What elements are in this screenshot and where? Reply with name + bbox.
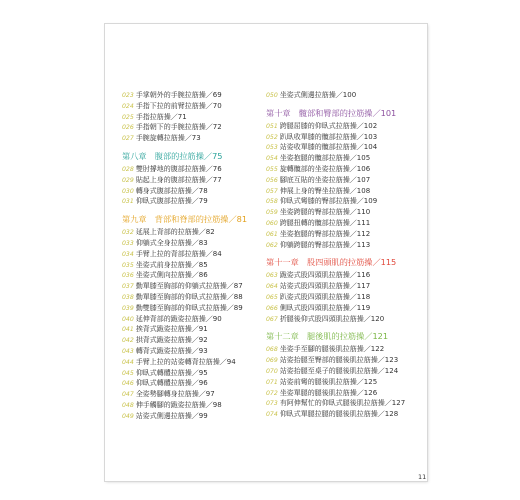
toc-left-column (122, 90, 247, 422)
entry-title: 仰臥式轉體拉筋操／95 (135, 368, 208, 377)
entry-title: 伸展上身的臀坐拉筋操／108 (279, 186, 371, 195)
entry-title: 側臥式股四頭肌拉筋操／119 (279, 303, 371, 312)
entry-title: 站姿抬腿至臀部的腿後肌拉筋操／123 (279, 356, 399, 365)
entry-number: 039 (122, 304, 134, 312)
entry-title: 手臂上拉的背部拉筋操／84 (135, 249, 222, 258)
entry-title: 仰臥式彎膝的臀部拉筋操／109 (279, 197, 378, 206)
toc-entry (266, 121, 405, 132)
entry-number: 051 (266, 122, 278, 130)
toc-entry (122, 292, 247, 303)
entry-number: 074 (266, 411, 278, 419)
toc-entry (266, 409, 405, 420)
toc-entry (122, 270, 247, 281)
entry-number: 027 (122, 135, 134, 143)
toc-entry (122, 346, 247, 357)
toc-entry (266, 292, 405, 303)
toc-entry (122, 357, 247, 368)
toc-entry (266, 175, 405, 186)
entry-number: 031 (122, 198, 134, 206)
entry-number: 028 (122, 165, 134, 173)
toc-entry (122, 411, 247, 422)
entry-number: 058 (266, 198, 278, 206)
chapter-heading: 第十一章 股四頭肌的拉筋操／115 (266, 257, 397, 268)
entry-title: 雙肘撐地的腹部拉筋操／76 (135, 164, 222, 173)
entry-number: 050 (266, 92, 278, 99)
entry-title: 手指拉筋操／71 (135, 112, 187, 121)
entry-number: 068 (266, 346, 278, 354)
entry-title: 勤單膝至胸部的仰臥式拉筋操／88 (135, 292, 243, 301)
toc-entry (122, 112, 247, 123)
entry-number: 023 (122, 92, 134, 99)
entry-title: 腳底互貼的坐姿拉筋操／107 (279, 175, 371, 184)
toc-entry (122, 335, 247, 346)
toc-entry (122, 101, 247, 112)
entry-title: 坐姿式側邊拉筋操／100 (279, 91, 357, 99)
entry-title: 仰躺式全身拉筋操／83 (135, 238, 208, 247)
entry-number: 066 (266, 304, 278, 312)
toc-entry (122, 196, 247, 207)
entry-number: 029 (122, 176, 134, 184)
toc-entry (122, 122, 247, 133)
entry-title: 旋轉髖部的坐姿拉筋操／106 (279, 164, 371, 173)
entry-number: 069 (266, 357, 278, 365)
entry-title: 勤單膝至胸部的仰躺式拉筋操／87 (135, 282, 243, 291)
toc-entry (122, 303, 247, 314)
entry-number: 033 (122, 239, 134, 247)
entry-title: 站姿前彎的腿後肌拉筋操／125 (279, 377, 378, 386)
toc-entry (266, 218, 405, 229)
entry-number: 038 (122, 293, 134, 301)
toc-entry (266, 90, 405, 101)
chapter-heading: 第八章 腹部的拉筋操／75 (122, 150, 223, 161)
entry-title: 坐姿式前身拉筋操／85 (135, 260, 208, 269)
chapter-heading: 第九章 背部和脊部的拉筋操／81 (122, 214, 248, 225)
toc-entry (266, 281, 405, 292)
entry-number: 065 (266, 293, 278, 301)
entry-title: 手指朝下的手腕拉筋操／72 (135, 123, 222, 132)
entry-title: 趴臥收單膝的髖部拉筋操／103 (279, 132, 378, 141)
entry-title: 轉身式腹部拉筋操／78 (135, 186, 208, 195)
toc-entry (266, 186, 405, 197)
entry-title: 站姿抬腿至桌子的腿後肌拉筋操／124 (279, 366, 399, 375)
entry-title: 站姿收單膝的髖部拉筋操／104 (279, 143, 378, 152)
entry-number: 046 (122, 380, 134, 388)
entry-number: 073 (266, 400, 278, 408)
entry-number: 047 (122, 391, 134, 399)
entry-number: 042 (122, 337, 134, 345)
entry-number: 072 (266, 389, 278, 397)
entry-title: 坐姿式側向拉筋操／86 (135, 271, 208, 280)
entry-title: 坐姿單腿的腿後肌拉筋操／126 (279, 388, 378, 397)
toc-entry (266, 314, 405, 325)
toc-entry (122, 378, 247, 389)
entry-title: 延展上背部的拉筋操／82 (135, 228, 215, 237)
entry-number: 060 (266, 219, 278, 227)
toc-entry (122, 175, 247, 186)
toc-entry (122, 389, 247, 400)
entry-number: 054 (266, 155, 278, 163)
entry-title: 站姿式股四頭肌拉筋操／117 (279, 282, 371, 291)
entry-number: 032 (122, 229, 134, 237)
entry-number: 053 (266, 144, 278, 152)
entry-title: 仰臥式單腿拉腿的腿後肌拉筋操／128 (279, 410, 399, 419)
toc-entry (266, 270, 405, 281)
toc-entry (266, 388, 405, 399)
entry-title: 跨腿屈膝的仰臥式拉筋操／102 (279, 121, 378, 130)
entry-title: 坐姿跨腿的臀部拉筋操／110 (279, 208, 371, 217)
toc-entry (122, 281, 247, 292)
toc-entry (266, 164, 405, 175)
entry-title: 延伸背部的跪姿拉筋操／90 (135, 314, 222, 323)
toc-entry (122, 400, 247, 411)
entry-number: 041 (122, 326, 134, 334)
entry-number: 063 (266, 272, 278, 280)
entry-title: 坐姿抱腿的臀部拉筋操／112 (279, 229, 371, 238)
entry-number: 067 (266, 315, 278, 323)
entry-number: 064 (266, 283, 278, 291)
entry-number: 035 (122, 261, 134, 269)
entry-number: 052 (266, 133, 278, 141)
toc-entry (266, 207, 405, 218)
entry-number: 026 (122, 124, 134, 132)
entry-number: 057 (266, 187, 278, 195)
page-number: 11 (418, 473, 427, 481)
toc-right-column (266, 90, 405, 420)
entry-number: 059 (266, 209, 278, 217)
toc-entry (122, 324, 247, 335)
entry-title: 貼起上身的腹部拉筋操／77 (135, 175, 222, 184)
chapter-heading: 第十二章 腿後肌的拉筋操／121 (266, 331, 389, 342)
toc-entry (122, 227, 247, 238)
toc-entry (122, 90, 247, 101)
toc-entry (266, 377, 405, 388)
entry-title: 手指下拉的前臂拉筋操／70 (135, 101, 222, 110)
toc-entry (266, 355, 405, 366)
toc-entry (122, 314, 247, 325)
entry-number: 056 (266, 176, 278, 184)
entry-number: 034 (122, 250, 134, 258)
entry-title: 伸手觸腳的跪姿拉筋操／98 (135, 400, 222, 409)
entry-number: 070 (266, 367, 278, 375)
entry-title: 有阿伸幫忙的仰臥式腿後肌拉筋操／127 (279, 399, 406, 408)
toc-entry (266, 240, 405, 251)
entry-title: 轉背式跪姿拉筋操／93 (135, 346, 208, 355)
entry-number: 025 (122, 113, 134, 121)
toc-entry (266, 229, 405, 240)
entry-number: 048 (122, 401, 134, 409)
toc-entry (122, 368, 247, 379)
toc-entry (266, 344, 405, 355)
entry-title: 仰躺跨腿的臀部拉筋操／113 (279, 240, 371, 249)
entry-title: 手腕旋轉拉筋操／73 (135, 134, 201, 143)
toc-entry (122, 186, 247, 197)
chapter-heading: 第十章 髖部和臀部的拉筋操／101 (266, 107, 397, 118)
entry-number: 049 (122, 412, 134, 420)
toc-entry (122, 238, 247, 249)
entry-title: 跪姿式股四頭肌拉筋操／116 (279, 271, 371, 280)
toc-entry (266, 142, 405, 153)
toc-entry (122, 249, 247, 260)
entry-title: 站姿式側邊拉筋操／99 (135, 411, 208, 420)
entry-number: 040 (122, 315, 134, 323)
entry-number: 030 (122, 187, 134, 195)
entry-title: 跨腿扭轉的髖部拉筋操／111 (279, 218, 371, 227)
entry-number: 024 (122, 102, 134, 110)
toc-entry (122, 260, 247, 271)
entry-number: 045 (122, 369, 134, 377)
entry-title: 挨背式跪姿拉筋操／91 (135, 325, 208, 334)
toc-entry (266, 366, 405, 377)
entry-number: 061 (266, 230, 278, 238)
entry-title: 坐姿抱腿的髖部拉筋操／105 (279, 154, 371, 163)
toc-entry (122, 133, 247, 144)
toc-entry (266, 153, 405, 164)
entry-title: 勤雙膝至胸部的仰臥式拉筋操／89 (135, 303, 243, 312)
entry-title: 坐姿手至腳的腿後肌拉筋操／122 (279, 345, 385, 354)
entry-title: 全姿勢腳轉身拉筋操／97 (135, 390, 215, 399)
entry-title: 手掌朝外的手腕拉筋操／69 (135, 91, 222, 99)
toc-entry (266, 196, 405, 207)
entry-title: 折腿後仰式股四頭肌拉筋操／120 (279, 314, 385, 323)
entry-number: 062 (266, 241, 278, 249)
entry-number: 043 (122, 347, 134, 355)
entry-number: 055 (266, 165, 278, 173)
entry-number: 036 (122, 272, 134, 280)
entry-number: 071 (266, 378, 278, 386)
entry-title: 手臂上拉的站姿轉背拉筋操／94 (135, 357, 236, 366)
toc-entry (266, 132, 405, 143)
entry-title: 仰臥式轉體拉筋操／96 (135, 379, 208, 388)
entry-number: 044 (122, 358, 134, 366)
entry-title: 仰臥式腹部拉筋操／79 (135, 197, 208, 206)
toc-entry (122, 164, 247, 175)
entry-title: 趴姿式股四頭肌拉筋操／118 (279, 292, 371, 301)
entry-number: 037 (122, 283, 134, 291)
toc-entry (266, 398, 405, 409)
entry-title: 拱背式跪姿拉筋操／92 (135, 336, 208, 345)
toc-entry (266, 303, 405, 314)
